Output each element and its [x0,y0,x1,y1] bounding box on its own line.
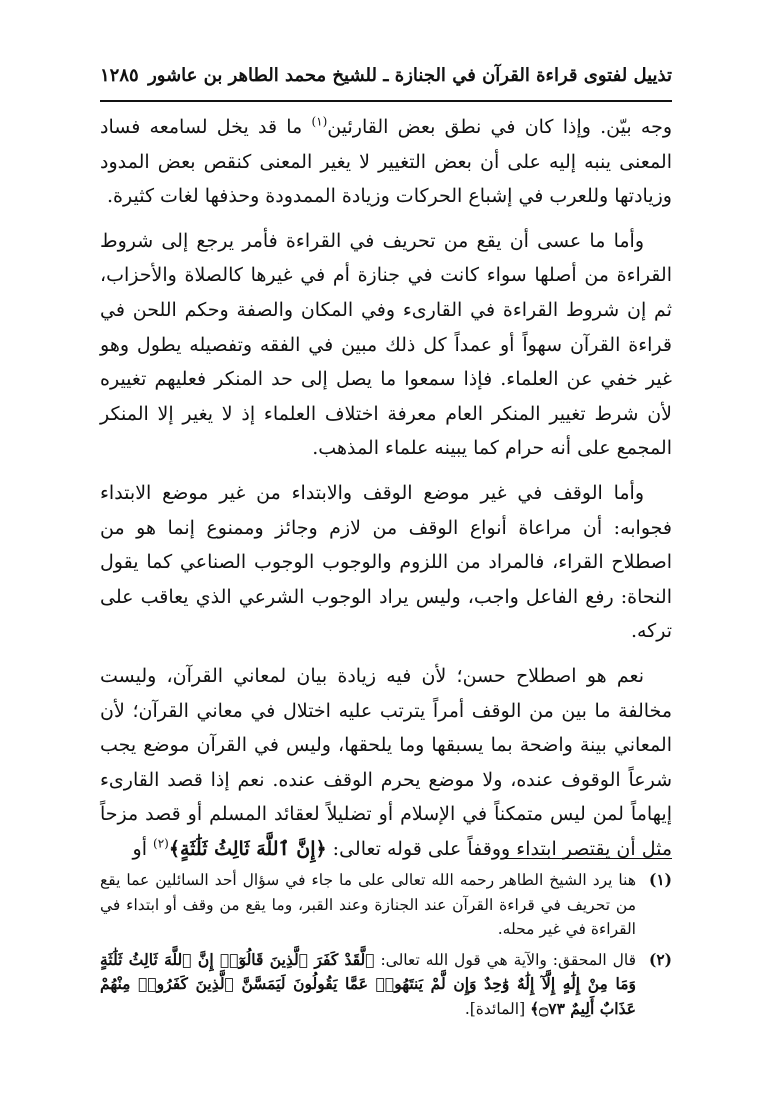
footnote-2 [100,948,672,1022]
header-title: تذييل لفتوى قراءة القرآن في الجنازة ـ للشيخ محمد الطاهر بن عاشور [148,64,672,86]
paragraph-4 [100,659,672,867]
paragraph-4-before: نعم هو اصطلاح حسن؛ لأن فيه زيادة بيان لمعاني القرآن، وليست مخالفة ما بين من الوقف أمراً يترتب عليه اختلال في معاني القرآن؛ لأن المعاني بينة واضحة بما يسبقها وما يلحقها، وليس في القرآن موضع يجب شرعاً الوقوف عنده، ولا موضع يحرم الوقف عنده. نعم إذا قصد القارىء إيهاماً لمن ليس متمكناً في الإسلام أو تضليلاً لعقائد المسلم أو قصد مزحاً مثل أن يقتصر ابتداء ووقفاً على قوله تعالى: [100,664,672,860]
paragraph-3: وأما الوقف في غير موضع الوقف والابتداء من غير موضع الابتداء فجوابه: أن مراعاة أنواع الوقف من لازم وجائز وممنوع إنما هو من اصطلاح القراء، فالمراد من اللزوم والوجوب الوجوب الصناعي كما يقول النحاة: رفع الفاعل واجب، وليس يراد الوجوب الشرعي الذي يعاقب على تركه. [100,481,672,643]
running-header [100,60,672,90]
footnotes [100,868,672,1027]
paragraph-1-after: ما قد يخل لسامعه فساد المعنى ينبه إليه على أن بعض التغيير لا يغير المعنى كنقص بعض المدود وزيادتها وللعرب في إشباع الحركات وزيادة الممدودة وحذفها لغات كثيرة. [100,116,672,208]
footnote-text [100,948,636,1022]
footnote-ref-1: (١) [311,114,328,129]
footnote-quran-verse: ﴿لَّقَدْ كَفَرَ ٱلَّذِينَ قَالُوٓا۟ إِنَّ ٱللَّهَ ثَالِثُ ثَلَٰثَةٍ وَمَا مِنْ إِلَٰهٍ إِلَّآ إِلَٰهٌ وَٰحِدٌ وَإِن لَّمْ يَنتَهُوا۟ عَمَّا يَقُولُونَ لَيَمَسَّنَّ ٱلَّذِينَ كَفَرُوا۟ مِنْهُمْ عَذَابٌ أَلِيمٌ ۝٧٣﴾ [100,949,636,1018]
paragraph-2: وأما ما عسى أن يقع من تحريف في القراءة فأمر يرجع إلى شروط القراءة من أصلها سواء كانت في جنازة أم في غيرها كالصلاة والأحزاب، ثم إن شروط القراءة في القارىء وفي المكان والصفة وحكم اللحن في قراءة القرآن سهواً أو عمداً كل ذلك مبين في الفقه وتفصيله يطول وهو غير خفي عن العلماء. فإذا سمعوا ما يصل إلى حد المنكر فعليهم تغييره لأن شرط تغيير المنكر العام معرفة اختلاف العلماء إذ لا يغير إلا المنكر المجمع على أنه حرام كما يبينه علماء المذهب. [100,229,672,460]
paragraph-4-after: أو [132,837,154,860]
footnote-text: هنا يرد الشيخ الطاهر رحمه الله تعالى على ما جاء في سؤال أحد السائلين عما يقع من تحريف في قراءة القرآن عند الجنازة وعند القبر، وما يقع من وقف أو ابتداء في القراءة في غير محله. [100,871,636,938]
page-number: ١٢٨٥ [100,64,139,86]
footnote-2-after: [المائدة]. [464,999,531,1018]
footnote-rule [502,858,672,859]
paragraph-1-before: وجه بيّن. وإذا كان في نطق بعض القارئين [327,116,672,138]
footnote-number: (٢) [648,949,672,969]
footnote-2-before: قال المحقق: والآية هي قول الله تعالى: [374,950,637,969]
paragraph-1 [100,110,672,214]
footnote-number: (١) [648,870,672,889]
header-rule [100,100,672,102]
main-text [100,110,672,876]
footnote-ref-2: (٢) [153,836,169,851]
quran-quote: ﴿إِنَّ ٱللَّهَ ثَالِثُ ثَلَٰثَةٍ﴾ [168,837,327,860]
footnote-1 [100,868,672,942]
